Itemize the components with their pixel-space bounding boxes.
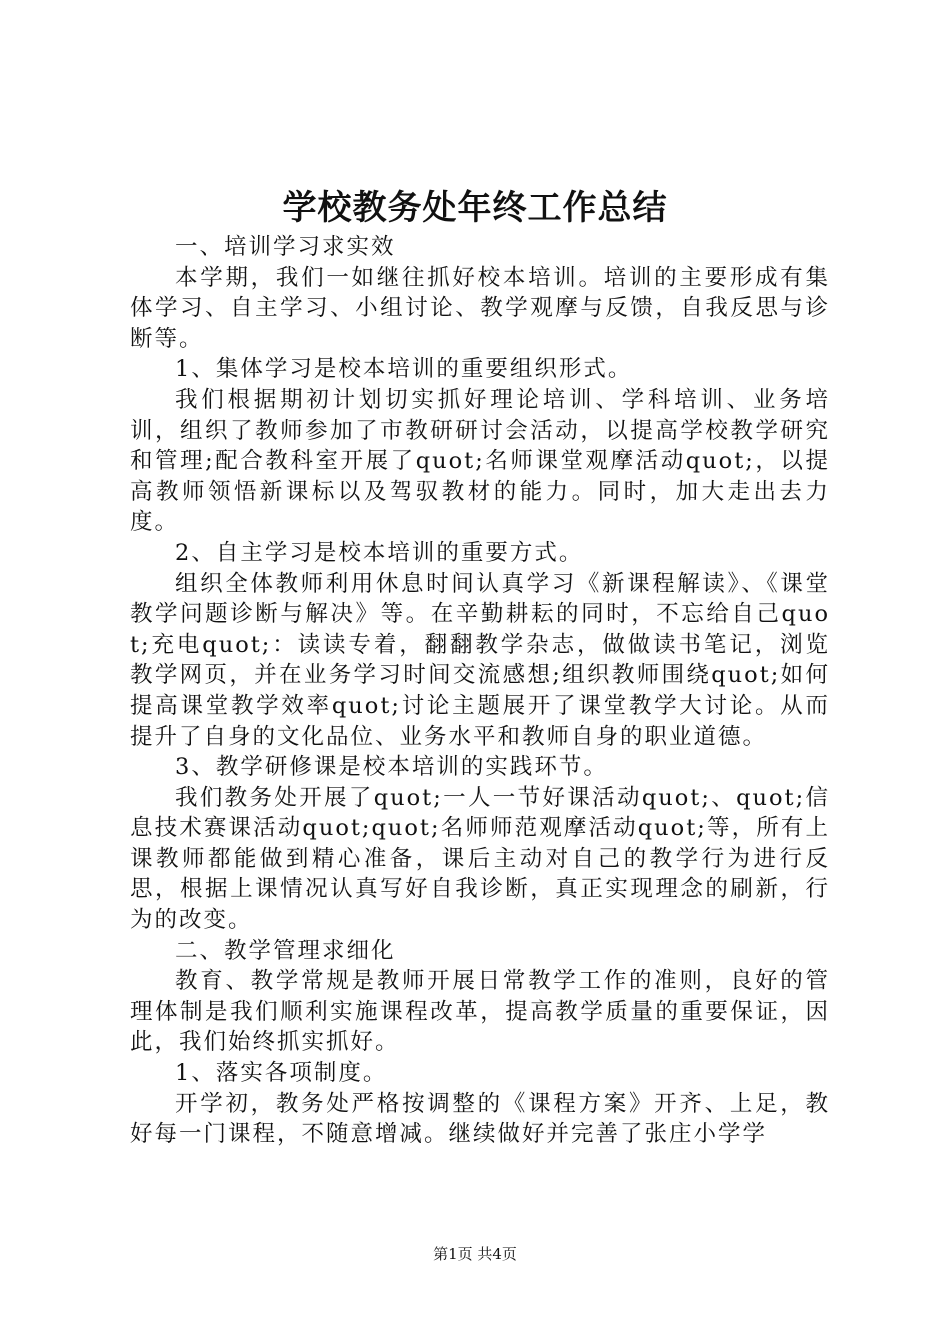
page-number-footer: 第1页 共4页 [433,1245,517,1263]
paragraph: 开学初，教务处严格按调整的《课程方案》开齐、上足，教好每一门课程，不随意增减。继续做好并完善了张庄小学学 [130,1090,830,1148]
subsection-heading: 3、教学研修课是校本培训的实践环节。 [175,754,608,781]
document-body [130,232,830,1150]
subsection-heading: 2、自主学习是校本培训的重要方式。 [175,539,584,566]
section-heading-2: 二、教学管理求细化 [175,937,396,964]
paragraph: 我们教务处开展了quot;一人一节好课活动quot;、quot;信息技术赛课活动quot;quot;名师师范观摩活动quot;等，所有上课教师都能做到精心准备，课后主动对自己的教学行为进行反思，根据上课情况认真写好自我诊断，真正实现理念的刷新，行为的改变。 [130,784,830,934]
paragraph: 教育、教学常规是教师开展日常教学工作的准则，良好的管理体制是我们顺利实施课程改革，提高教学质量的重要保证，因此，我们始终抓实抓好。 [130,968,830,1056]
subsection-heading: 1、落实各项制度。 [175,1060,388,1087]
paragraph: 组织全体教师利用休息时间认真学习《新课程解读》、《课堂教学问题诊断与解决》等。在辛勤耕耘的同时，不忘给自己quot;充电quot;：读读专着，翻翻教学杂志，做做读书笔记，浏览教学网页，并在业务学习时间交流感想;组织教师围绕quot;如何提高课堂教学效率quot;讨论主题展开了课堂教学大讨论。从而提升了自身的文化品位、业务水平和教师自身的职业道德。 [130,570,830,750]
paragraph: 我们根据期初计划切实抓好理论培训、学科培训、业务培训，组织了教师参加了市教研研讨会活动，以提高学校教学研究和管理;配合教科室开展了quot;名师课堂观摩活动quot;，以提高教师领悟新课标以及驾驭教材的能力。同时，加大走出去力度。 [130,386,830,536]
paragraph: 本学期，我们一如继往抓好校本培训。培训的主要形成有集体学习、自主学习、小组讨论、教学观摩与反馈，自我反思与诊断等。 [130,264,830,352]
document-title: 学校教务处年终工作总结 [282,188,668,228]
subsection-heading: 1、集体学习是校本培训的重要组织形式。 [175,356,633,383]
section-heading-1: 一、培训学习求实效 [175,234,396,260]
